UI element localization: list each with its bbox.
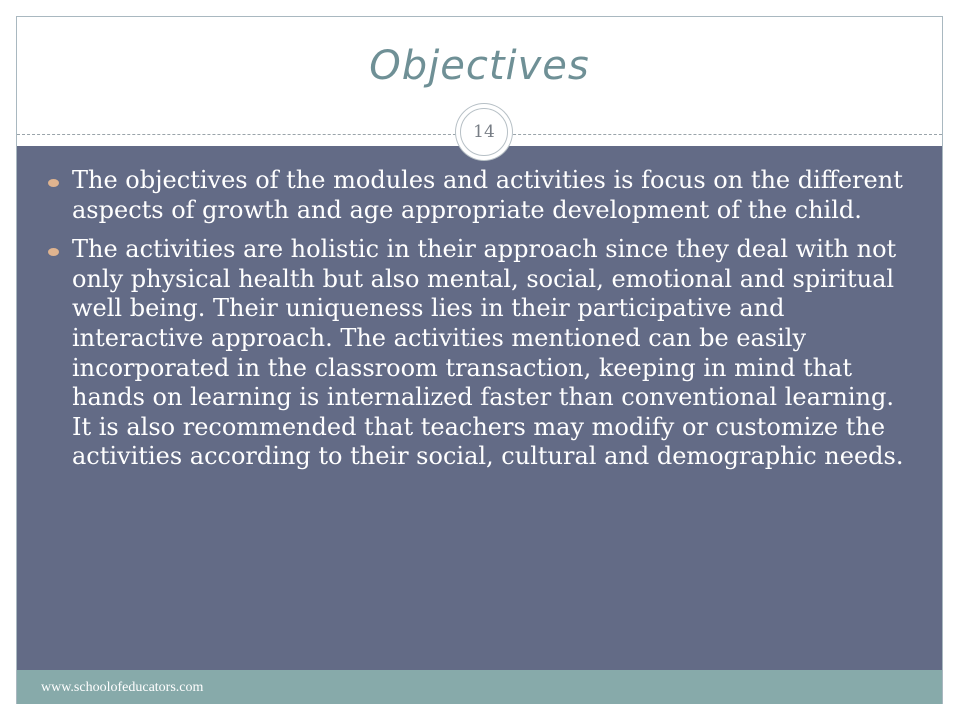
bullet-dot-icon [48,248,59,256]
bullet-dot-icon [48,179,59,187]
bullet-item [48,166,918,225]
bullet-text: The objectives of the modules and activities is focus on the different aspects of growth and age appropriate development of the child. [72,166,903,224]
bullet-list [48,166,918,482]
slide-title: Objectives [369,43,590,89]
page-number: 14 [473,122,495,142]
footer-url: www.schoolofeducators.com [41,680,204,695]
bullet-text: The activities are holistic in their approach since they deal with not only physical health but also mental, social, emotional and spiritual well being. Their uniqueness lies in their participative and interactive approach. The activities mentioned can be easily incorporated in the classroom transaction, keeping in mind that hands on learning is internalized faster than conventional learning. It is also recommended that teachers may modify or customize the activities according to their social, cultural and demographic needs. [72,235,904,471]
bullet-item [48,235,918,472]
page-number-badge [456,104,512,160]
